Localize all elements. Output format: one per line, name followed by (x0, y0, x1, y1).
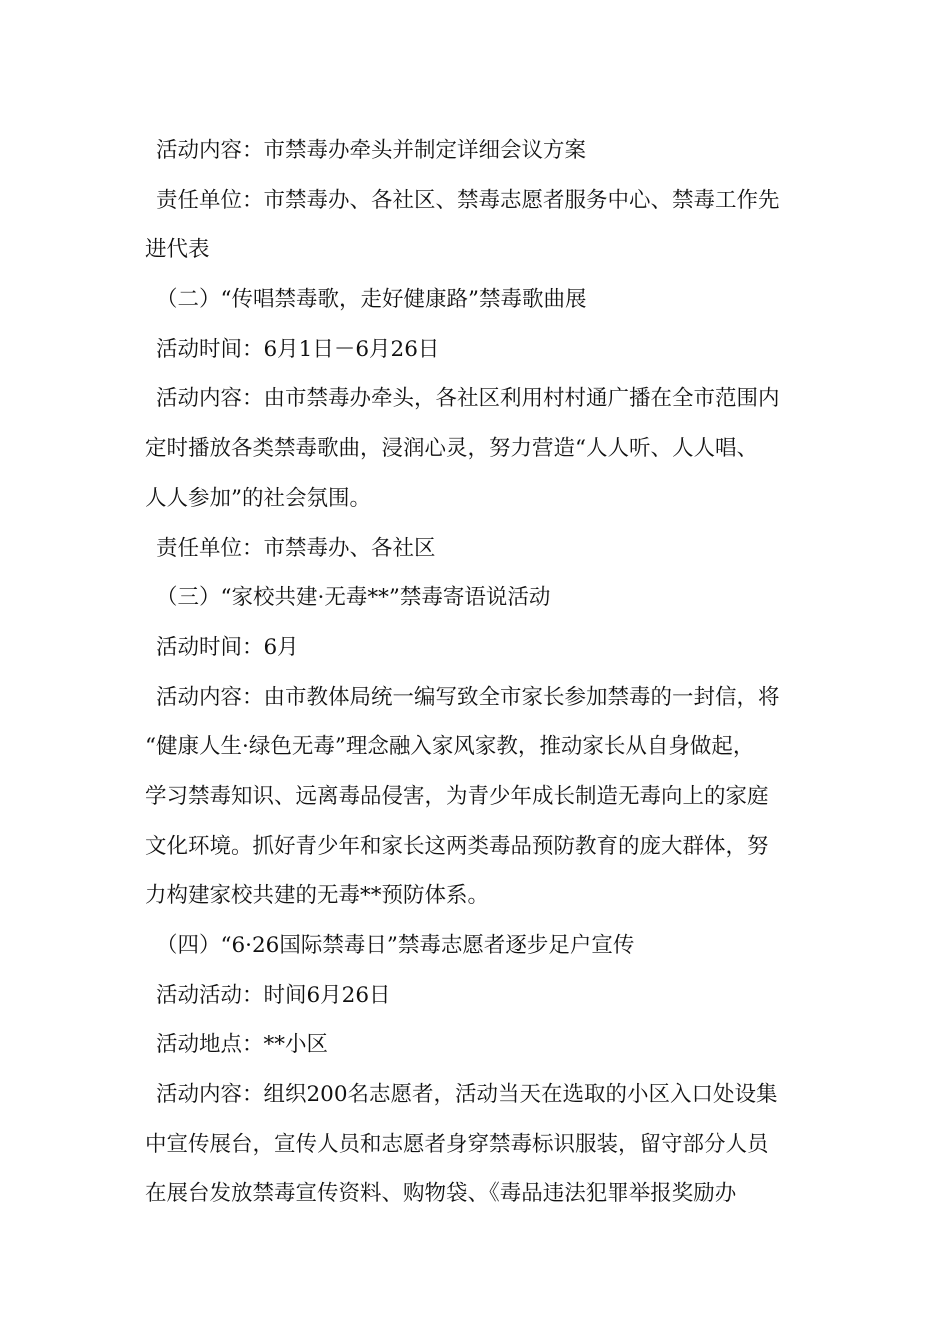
text-line: 力构建家校共建的无毒**预防体系。 (145, 883, 490, 909)
text-line: 活动内容：由市教体局统一编写致全市家长参加禁毒的一封信，将 (156, 684, 780, 710)
text-line: “健康人生·绿色无毒”理念融入家风家教，推动家长从自身做起， (145, 734, 755, 760)
text-line: 活动活动：时间6月26日 (156, 982, 391, 1008)
text-line: 责任单位：市禁毒办、各社区、禁毒志愿者服务中心、禁毒工作先 (156, 187, 780, 213)
text-line: 责任单位：市禁毒办、各社区 (156, 535, 436, 561)
text-line: 中宣传展台，宣传人员和志愿者身穿禁毒标识服装，留守部分人员 (145, 1131, 769, 1157)
text-line: 在展台发放禁毒宣传资料、购物袋、《毒品违法犯罪举报奖励办 (145, 1181, 737, 1207)
text-line: 活动地点：**小区 (156, 1032, 329, 1058)
text-line: 活动内容：组织200名志愿者，活动当天在选取的小区入口处设集 (156, 1082, 778, 1108)
text-line: 学习禁毒知识、远离毒品侵害，为青少年成长制造无毒向上的家庭 (145, 783, 769, 809)
text-line: 人人参加”的社会氛围。 (145, 485, 371, 511)
section-heading: （四）“6·26国际禁毒日”禁毒志愿者逐步足户宣传 (156, 933, 635, 958)
text-line: 活动内容：市禁毒办牵头并制定详细会议方案 (156, 138, 587, 163)
text-line: 定时播放各类禁毒歌曲，浸润心灵，努力营造“人人听、人人唱、 (145, 436, 758, 462)
text-line: 活动时间：6月 (156, 634, 299, 660)
text-line: 活动内容：由市禁毒办牵头，各社区利用村村通广播在全市范围内 (156, 386, 780, 412)
text-line: 文化环境。抓好青少年和家长这两类毒品预防教育的庞大群体，努 (145, 833, 769, 859)
text-line: 活动时间：6月1日－6月26日 (156, 336, 440, 362)
section-heading: （三）“家校共建·无毒**”禁毒寄语说活动 (156, 585, 551, 611)
section-heading: （二）“传唱禁毒歌，走好健康路”禁毒歌曲展 (156, 287, 587, 313)
text-line: 进代表 (145, 237, 210, 263)
document-page (145, 126, 810, 1219)
